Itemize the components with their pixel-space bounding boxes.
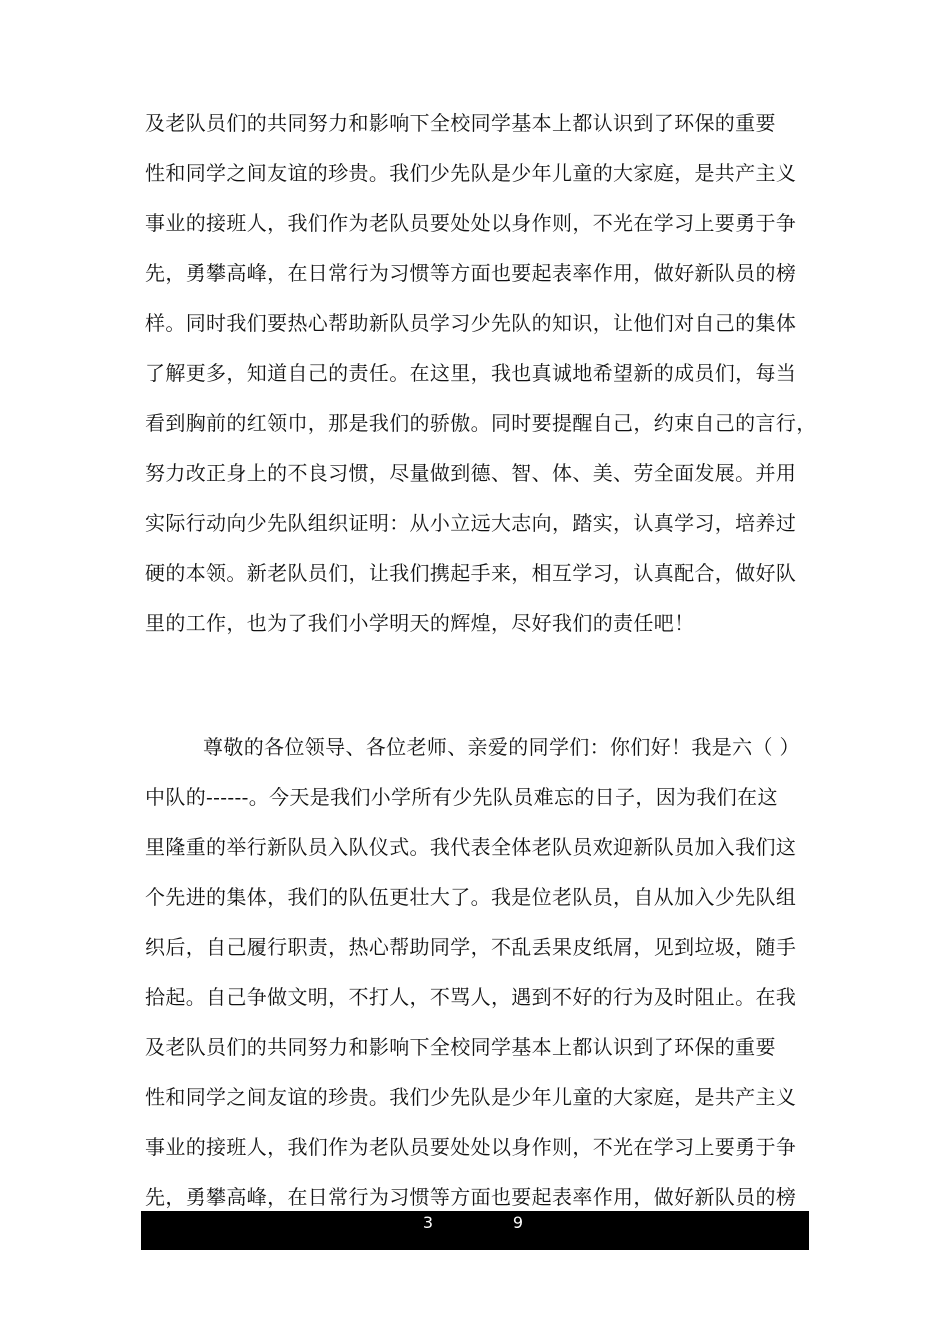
- text-line: 事业的接班人，我们作为老队员要处处以身作则，不光在学习上要勇于争: [145, 1135, 797, 1159]
- text-line: 拾起。自己争做文明，不打人，不骂人，遇到不好的行为及时阻止。在我: [145, 985, 797, 1009]
- text-line: 及老队员们的共同努力和影响下全校同学基本上都认识到了环保的重要: [145, 1035, 776, 1059]
- text-line: 事业的接班人，我们作为老队员要处处以身作则，不光在学习上要勇于争: [145, 211, 797, 235]
- text-line: 先，勇攀高峰，在日常行为习惯等方面也要起表率作用，做好新队员的榜: [145, 1185, 797, 1209]
- text-line: 看到胸前的红领巾，那是我们的骄傲。同时要提醒自己，约束自己的言行，: [145, 411, 817, 435]
- text-line: 努力改正身上的不良习惯，尽量做到德、智、体、美、劳全面发展。并用: [145, 461, 797, 485]
- text-line: 实际行动向少先队组织证明：从小立远大志向，踏实，认真学习，培养过: [145, 511, 797, 535]
- text-line: 性和同学之间友谊的珍贵。我们少先队是少年儿童的大家庭，是共产主义: [145, 161, 797, 185]
- text-line-indented: 尊敬的各位领导、各位老师、亲爱的同学们：你们好！我是六（ ）: [203, 735, 800, 759]
- text-line: 里隆重的举行新队员入队仪式。我代表全体老队员欢迎新队员加入我们这: [145, 835, 797, 859]
- page-number-digit: 9: [512, 1213, 524, 1232]
- page-footer-bar: [141, 1211, 809, 1250]
- page-number-digit: 3: [422, 1213, 434, 1232]
- text-line: 及老队员们的共同努力和影响下全校同学基本上都认识到了环保的重要: [145, 111, 776, 135]
- text-line: 了解更多，知道自己的责任。在这里，我也真诚地希望新的成员们，每当: [145, 361, 797, 385]
- text-line: 个先进的集体，我们的队伍更壮大了。我是位老队员，自从加入少先队组: [145, 885, 797, 909]
- text-line: 中队的------。今天是我们小学所有少先队员难忘的日子，因为我们在这: [145, 785, 778, 809]
- text-line: 里的工作，也为了我们小学明天的辉煌，尽好我们的责任吧！: [145, 611, 695, 635]
- text-line: 样。同时我们要热心帮助新队员学习少先队的知识，让他们对自己的集体: [145, 311, 797, 335]
- text-line: 硬的本领。新老队员们，让我们携起手来，相互学习，认真配合，做好队: [145, 561, 797, 585]
- text-line: 性和同学之间友谊的珍贵。我们少先队是少年儿童的大家庭，是共产主义: [145, 1085, 797, 1109]
- text-line: 先，勇攀高峰，在日常行为习惯等方面也要起表率作用，做好新队员的榜: [145, 261, 797, 285]
- text-line: 织后，自己履行职责，热心帮助同学，不乱丢果皮纸屑，见到垃圾，随手: [145, 935, 797, 959]
